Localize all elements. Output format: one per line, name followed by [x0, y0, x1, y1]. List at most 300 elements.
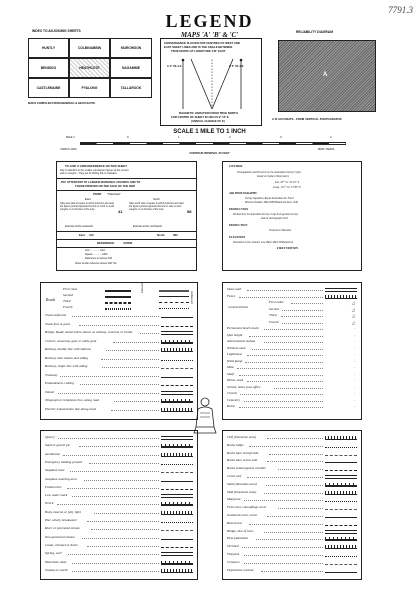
leader-dots	[72, 563, 159, 564]
legend-row-label: Electric transmission line along road	[45, 406, 96, 411]
legend-symbol	[325, 483, 357, 487]
legend-row	[45, 347, 193, 353]
legend-symbol	[161, 314, 193, 318]
legend-title: LEGEND	[165, 11, 254, 31]
legend-row-label: Shaft	[227, 371, 234, 376]
grid-ref-unit-row: Unit .............. Yard	[85, 249, 105, 252]
leader-dots	[261, 571, 323, 572]
legend-symbol	[161, 561, 193, 565]
index-cell: PYALONG	[69, 78, 110, 98]
legend-row-label: Depression contour	[227, 567, 254, 572]
legend-symbol	[325, 436, 357, 440]
legend-row-label: Coral reef	[227, 474, 241, 478]
legend-row-label: Hedge, line of trees	[227, 528, 254, 533]
legend-row	[227, 365, 357, 371]
water-rows	[41, 433, 197, 579]
legend-row-label: Tramway	[45, 372, 58, 377]
legend-symbol	[161, 365, 193, 369]
grid-ref-line-2: and on margins - They are for finding full co-ordinates.	[60, 172, 118, 175]
legend-symbol: ·	[354, 352, 357, 357]
legend-symbol	[325, 506, 357, 510]
legend-row-label: Canal, channel or drain	[45, 542, 78, 547]
legend-symbol	[161, 323, 193, 327]
contour-interval: CONTOUR INTERVAL 50 FEET	[189, 151, 230, 155]
elevation-line-1: Elevations in feet. Datum: Low Water Mark Williamstown	[233, 241, 294, 244]
legend-row	[227, 339, 357, 345]
legend-row-label: Contours	[227, 559, 240, 564]
legend-row	[45, 551, 193, 557]
legend-row-label: Pier, wharf, breakwater	[45, 518, 78, 522]
legend-row-label: Wreck	[45, 501, 54, 506]
road-symbol	[159, 290, 189, 292]
leader-dots	[94, 513, 159, 514]
legend-row	[45, 364, 193, 370]
legend-figure-illustration	[190, 395, 220, 435]
leader-dots	[247, 290, 323, 291]
grid-ref-north-val: 582	[173, 233, 178, 237]
legend-row-label: Permanent bench mark	[227, 326, 259, 330]
legend-row-label: First order	[269, 300, 284, 304]
grid-ref-reference-label: REFERENCE	[97, 241, 115, 245]
legend-row-label: Sand (limestone area)	[227, 481, 257, 486]
legend-row-label: Full cover, camouflage cover	[227, 505, 267, 510]
legend-row	[45, 356, 193, 362]
legend-symbol	[161, 469, 193, 473]
legend-row-label: Third	[269, 313, 277, 317]
vegetation-rows	[223, 433, 361, 579]
legend-row-label: School, hotel, post office	[227, 384, 261, 389]
legend-row	[227, 398, 357, 404]
legend-row-label: Seaplane mooring area	[45, 476, 77, 481]
legend-symbol	[161, 527, 193, 531]
road-class: First class	[63, 287, 78, 291]
legend-row	[227, 497, 357, 503]
leader-dots	[79, 446, 159, 447]
leader-dots	[70, 471, 159, 472]
grid-ref-north-text: Take south side of square in which point lies and read the figures printed opposite this line on east or west margins or on the face of the map	[129, 203, 184, 211]
leader-dots	[72, 316, 159, 317]
reliability-caption: A IS ACCURATE - FROM VERTICAL PHOTOGRAPHS	[272, 117, 342, 121]
legend-row	[45, 381, 193, 387]
leader-dots	[282, 323, 323, 324]
legend-symbol: ·	[354, 404, 357, 409]
leader-dots	[113, 342, 159, 343]
legend-symbol	[325, 467, 357, 471]
reliability-title: RELIABILITY DIAGRAM	[296, 30, 333, 34]
legend-row	[45, 518, 193, 524]
edition: FIRST EDITION	[277, 247, 299, 250]
legend-row	[45, 460, 193, 466]
grid-ref-east-text: Take west side of square in which point lies and read the figures printed opposite this line on north or south margins or on the face of the map	[60, 203, 115, 211]
control-title: CONTROL	[229, 165, 244, 168]
legend-row	[227, 391, 357, 397]
legend-symbol: ·	[354, 391, 357, 396]
legend-symbol	[161, 536, 193, 540]
legend-row-label: Emergency landing ground	[45, 459, 82, 464]
legend-row	[45, 390, 193, 396]
legend-row-label: Railway, double line with stations	[45, 347, 91, 351]
legend-row-label: Fathom line	[45, 484, 62, 489]
legend-symbol: △	[351, 300, 357, 305]
legend-row-label: Swamp or marsh	[45, 567, 68, 572]
leader-dots	[278, 469, 323, 470]
index-cell: BENDIGO	[28, 58, 69, 78]
legend-row	[227, 359, 357, 365]
grid-ref-reference-val: 410582	[123, 241, 133, 245]
legend-symbol	[161, 552, 193, 556]
legend-row-label: Embankment, cutting	[45, 381, 74, 385]
index-cell: CASTLEMAINE	[28, 78, 69, 98]
legend-row	[227, 521, 357, 527]
reliability-inner-label: A	[323, 72, 328, 78]
index-cell: HUNTLY	[28, 38, 69, 58]
leader-dots	[264, 329, 323, 330]
legend-row-label: Scattered cover, scrub	[227, 513, 257, 517]
magnetic-caption-2: FOR CENTRE OF SHEET IN 1954 IS 9° 15' E	[171, 115, 229, 119]
magnetic-heading-3: TRUE NORTH AT LONGITUDE 145° EAST	[171, 49, 226, 53]
legend-row-label: Ruins	[227, 404, 235, 408]
legend-row-label: Quarry	[45, 435, 55, 439]
leader-dots	[84, 480, 159, 481]
leader-dots	[57, 504, 160, 505]
production-title: PRODUCTION	[229, 208, 249, 211]
leader-dots	[58, 393, 159, 394]
elevation-title: ELEVATION	[229, 236, 246, 239]
leader-dots	[249, 446, 323, 447]
legend-row-label: Fourth	[269, 319, 279, 324]
grid-ref-warning-2: THOSE PRINTED ON THE FACE OF THE MAP	[75, 184, 136, 188]
leader-dots	[252, 349, 323, 350]
legend-symbol: ·	[354, 345, 357, 351]
legend-symbol: ·	[354, 365, 357, 370]
vegetation-panel	[222, 430, 362, 580]
legend-symbol	[325, 537, 357, 541]
grid-ref-title: TO GIVE A GRID REFERENCE ON THIS SHEET	[65, 164, 127, 168]
unfenced-label: Unfenced	[190, 291, 194, 304]
leader-dots	[264, 532, 323, 533]
legend-row	[227, 451, 357, 457]
legend-row-label: Rain forest	[227, 520, 242, 525]
leader-dots	[111, 410, 159, 411]
legend-row	[45, 443, 193, 449]
legend-symbol: △	[351, 319, 357, 325]
legend-row-label: Tunnel	[45, 389, 55, 394]
legend-symbol	[325, 288, 357, 292]
scale-title: SCALE 1 MILE TO 1 INCH	[173, 129, 246, 135]
leader-dots	[140, 333, 159, 334]
leader-dots	[72, 571, 159, 572]
legend-row-label: Second	[269, 306, 279, 311]
leader-dots	[266, 485, 323, 486]
legend-symbol	[161, 519, 193, 523]
legend-symbol	[161, 348, 193, 352]
road-symbol	[159, 296, 189, 297]
legend-symbol	[325, 561, 357, 565]
leader-dots	[247, 355, 323, 356]
legend-row	[45, 330, 193, 336]
legend-row	[227, 529, 357, 535]
legend-row	[227, 513, 357, 519]
legend-row-label: Culvert, causeway, gate or cattle grid	[45, 338, 97, 343]
road-class: Second	[63, 293, 73, 297]
legend-row	[45, 373, 193, 379]
air-title: AIR PHOTOGRAPHY	[229, 192, 257, 195]
air-line-2: Mission Number JBG/1808 Heathcote Area 1940	[245, 201, 298, 204]
index-cell: TALLAROOK	[110, 78, 152, 98]
leader-dots	[245, 362, 323, 363]
legend-symbol	[325, 553, 357, 557]
magnetic-heading-2: EAST SHEET LINES AND IS THE ANGLE BETWEEN	[164, 45, 233, 49]
legend-symbol: ·	[354, 358, 357, 364]
index-cell-current: HEATHCOTE	[69, 58, 110, 78]
leader-dots	[106, 350, 159, 351]
index-title: INDEX TO ADJOINING SHEETS	[32, 29, 81, 33]
leader-dots	[101, 359, 159, 360]
leader-dots	[247, 381, 323, 382]
legend-row-label: Lighthouse	[227, 352, 243, 356]
legend-row-label: Track unfenced	[45, 313, 66, 317]
legend-symbol	[325, 459, 357, 463]
legend-symbol	[161, 391, 193, 395]
legend-symbol	[161, 340, 193, 344]
grid-ref-east-val: 410	[89, 233, 94, 237]
legend-row-label: Cemetery	[227, 397, 240, 402]
legend-row-label: Waterhole, dam	[45, 559, 67, 564]
legend-row	[227, 372, 357, 378]
leader-dots	[244, 555, 323, 556]
leader-dots	[237, 368, 323, 369]
grid-ref-east-val-label: East	[79, 233, 85, 237]
legend-row-label: Seaplane base	[45, 468, 65, 473]
legend-row	[45, 560, 193, 566]
legend-row-label: River or perennial stream	[45, 526, 80, 531]
leader-dots	[267, 516, 323, 517]
scale-yard-label: 8000 YARDS	[318, 147, 335, 151]
legend-row	[227, 294, 357, 300]
grid-ref-point-name: "Pakehaid"	[107, 192, 121, 196]
leader-dots	[114, 401, 159, 402]
legend-symbol	[161, 399, 193, 403]
legend-row	[45, 568, 193, 574]
road-symbol	[105, 302, 131, 304]
legend-row-label: Railway, single line with siding	[45, 364, 88, 368]
legend-row	[227, 385, 357, 391]
legend-row-label: Vineyard	[227, 552, 240, 556]
legend-symbol	[161, 331, 193, 335]
magnetic-right-value: C 0° 04·4 E	[229, 64, 244, 68]
leader-dots	[267, 438, 323, 439]
legend-row	[45, 339, 193, 345]
legend-row	[227, 378, 357, 384]
leader-dots	[249, 336, 323, 337]
legend-row	[45, 407, 193, 413]
leader-dots	[247, 477, 323, 478]
legend-row	[45, 435, 193, 441]
reliability-diagram	[278, 40, 376, 112]
road-symbol	[159, 302, 189, 303]
legend-row-label: Rocks submerged at all tides	[227, 466, 266, 471]
grid-reference-panel	[56, 161, 197, 271]
fenced-label: Fenced	[140, 282, 144, 293]
leader-dots	[244, 500, 323, 501]
legend-row-label: Spot height	[227, 332, 243, 337]
leader-dots	[82, 538, 159, 539]
leader-dots	[102, 367, 159, 368]
grid-ref-north-val-label: North	[157, 233, 165, 237]
index-cell: NAGAMBIE	[110, 58, 152, 78]
scale-yard-label: YARDS 1000	[60, 147, 77, 151]
grid-ref-warning-1: PAY ATTENTION TO LARGER MARGINAL FIGURES AND TO	[61, 180, 141, 184]
legend-symbol	[161, 461, 193, 465]
legend-subtitle: MAPS 'A' 'B' & 'C'	[180, 31, 239, 39]
roads-panel	[40, 282, 198, 420]
legend-row	[227, 435, 357, 441]
legend-symbol	[325, 295, 357, 299]
legend-row-label: Non-perennial stream	[45, 534, 75, 539]
legend-row	[227, 544, 357, 550]
control-long: Long. 151° 12' 17·85" E	[273, 185, 302, 189]
magnetic-box	[160, 38, 262, 126]
road-symbol	[105, 308, 131, 310]
control-lat: Lat. 33° 51' 41·10" S	[275, 180, 300, 184]
index-note: MAPS COMPILED FROM BENDIGO & HEATHCOTE	[28, 101, 96, 105]
index-cell: COLBINABBIN	[69, 38, 110, 58]
legend-row	[45, 501, 193, 507]
legend-row	[227, 458, 357, 464]
magnetic-caption-1: MAGNETIC VARIATION FROM TRUE NORTH	[179, 111, 238, 115]
legend-symbol: △	[351, 313, 357, 318]
legend-row	[45, 452, 193, 458]
legend-row	[45, 398, 193, 404]
legend-row-label: Church	[227, 391, 238, 395]
control-points-group-label: Control Points	[228, 305, 248, 309]
grid-ref-estimate-east: Estimate tenths eastwards	[65, 225, 94, 228]
control-points-rows	[223, 285, 361, 419]
control-points-panel	[222, 282, 362, 420]
control-line-2: based on Sydney Observatory	[257, 175, 290, 178]
leader-dots	[67, 488, 159, 489]
legend-row	[227, 536, 357, 542]
grid-ref-north-head: North	[153, 197, 160, 201]
legend-row-label: Sand or gravel pit	[45, 443, 70, 448]
legend-row	[227, 505, 357, 511]
magnetic-caption-3: (ANNUAL CHANGE 03' E)	[191, 119, 225, 123]
legend-row	[45, 493, 193, 499]
legend-row	[227, 346, 357, 352]
leader-dots	[58, 438, 159, 439]
magnetic-heading-1: CONVERGENCE IS GIVEN FOR CENTRES OF WEST AND	[164, 41, 240, 45]
grid-ref-point-label: POINT	[93, 192, 102, 196]
roads-group-label: Roads	[46, 298, 55, 302]
legend-symbol	[325, 514, 357, 518]
legend-row-label: Rocky ledge	[227, 442, 244, 447]
legend-row	[227, 326, 357, 332]
roads-rows	[41, 313, 197, 417]
legend-symbol	[161, 486, 193, 490]
legend-row	[45, 485, 193, 491]
stamp-number: 7791.3	[388, 5, 413, 15]
legend-row-label: Telegraph or telephone line, along road	[45, 398, 99, 402]
legend-symbol	[161, 569, 193, 573]
grid-ref-unit-row: Reference to nearest 100	[85, 257, 112, 260]
legend-symbol	[325, 569, 357, 573]
legend-symbol	[161, 374, 193, 378]
leader-dots	[244, 401, 323, 402]
legend-symbol	[325, 491, 357, 495]
grid-ref-estimate-north: Estimate tenths northwards	[133, 225, 162, 228]
legend-row-label: Buoy, beacon or jetty light	[45, 509, 81, 514]
legend-symbol	[161, 408, 193, 412]
leader-dots	[63, 455, 159, 456]
legend-row-label: Spring, well	[45, 551, 62, 556]
legend-row-label: Aerodrome	[45, 451, 61, 456]
legend-row	[227, 552, 357, 558]
control-panel	[222, 161, 362, 271]
air-line-1: Survey Squadron, Royal Australian Air Force	[245, 197, 294, 200]
legend-symbol	[325, 522, 357, 526]
legend-row-label: Cliff (limestone area)	[227, 435, 257, 439]
legend-row-label: Pine plantation	[227, 536, 249, 541]
legend-symbol	[161, 382, 193, 386]
projection-line-1: Transverse Mercator	[269, 229, 292, 232]
leader-dots	[239, 297, 324, 298]
legend-row-label: Bridge. Road; metal where shown as railway, concrete or trestle	[45, 330, 133, 334]
legend-symbol	[325, 498, 357, 502]
leader-dots	[256, 539, 324, 540]
legend-symbol	[161, 436, 193, 440]
legend-row	[45, 322, 193, 328]
leader-dots	[79, 325, 159, 326]
legend-row-label: Railway with station and siding	[45, 355, 88, 360]
legend-symbol	[161, 494, 193, 498]
legend-row-label: Wireless mast	[227, 345, 246, 350]
water-panel	[40, 430, 198, 580]
leader-dots	[80, 384, 159, 385]
legend-row-label: Mangrove	[227, 497, 241, 502]
legend-symbol	[161, 453, 193, 457]
road-class: Third	[63, 299, 71, 303]
scale-bar	[80, 139, 346, 147]
leader-dots	[269, 454, 323, 455]
leader-dots	[87, 546, 159, 547]
legend-row	[227, 333, 357, 339]
scale-mile-label: MILE 1	[66, 135, 75, 139]
legend-row-label: Mine	[227, 365, 234, 369]
legend-row	[227, 313, 357, 319]
legend-symbol	[325, 475, 357, 479]
grid-ref-unit-row: Sheet similar reference dimesi 100 Yds	[75, 262, 117, 265]
legend-row	[45, 468, 193, 474]
legend-row	[227, 287, 357, 293]
legend-symbol	[161, 444, 193, 448]
legend-row	[227, 320, 357, 326]
legend-symbol	[325, 530, 357, 534]
legend-symbol	[161, 502, 193, 506]
road-symbol	[159, 308, 189, 309]
leader-dots	[87, 521, 159, 522]
scale-mile-label: 4	[330, 135, 332, 139]
legend-row	[45, 535, 193, 541]
legend-row-label: Orchard	[227, 544, 239, 549]
legend-row-label: Astronomical station	[227, 339, 256, 343]
legend-row	[45, 543, 193, 549]
leader-dots	[244, 563, 323, 564]
grid-ref-line-1: Pay no attention to the smaller sub-division figures at the corners	[60, 169, 129, 172]
legend-symbol	[161, 357, 193, 361]
leader-dots	[240, 394, 323, 395]
scale-mile-label: 0	[127, 135, 129, 139]
legend-symbol: ·	[354, 371, 357, 377]
